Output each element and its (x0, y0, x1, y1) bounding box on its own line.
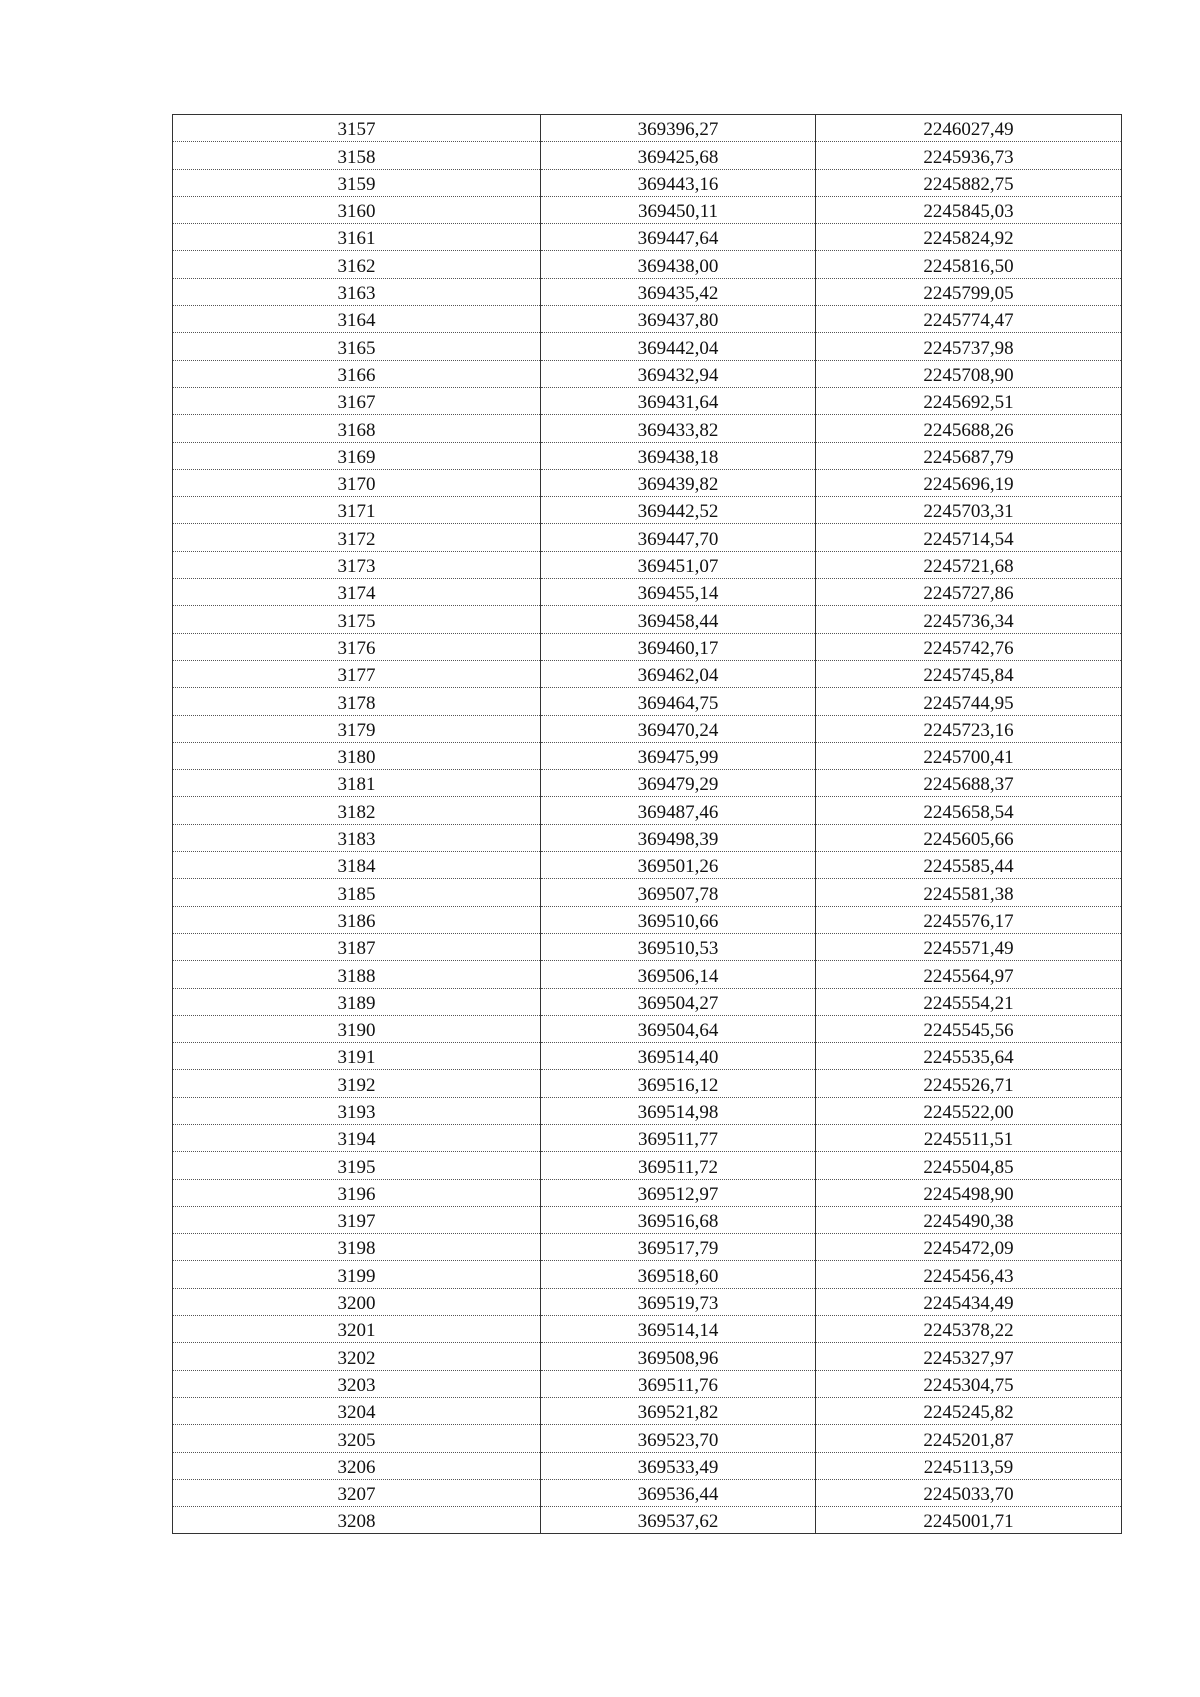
y-coordinate-cell: 2245703,31 (816, 497, 1122, 524)
y-coordinate-cell: 2245304,75 (816, 1370, 1122, 1397)
x-coordinate-cell: 369450,11 (541, 196, 816, 223)
x-coordinate-cell: 369487,46 (541, 797, 816, 824)
y-coordinate-cell: 2245554,21 (816, 988, 1122, 1015)
table-row (173, 1452, 1122, 1479)
y-coordinate-cell: 2245816,50 (816, 251, 1122, 278)
x-coordinate-cell: 369507,78 (541, 879, 816, 906)
y-coordinate-cell: 2245113,59 (816, 1452, 1122, 1479)
table-row (173, 1288, 1122, 1315)
point-number-cell: 3202 (173, 1343, 541, 1370)
point-number-cell: 3185 (173, 879, 541, 906)
point-number-cell: 3170 (173, 469, 541, 496)
y-coordinate-cell: 2245434,49 (816, 1288, 1122, 1315)
x-coordinate-cell: 369511,76 (541, 1370, 816, 1397)
x-coordinate-cell: 369443,16 (541, 169, 816, 196)
y-coordinate-cell: 2245498,90 (816, 1179, 1122, 1206)
point-number-cell: 3192 (173, 1070, 541, 1097)
point-number-cell: 3204 (173, 1397, 541, 1424)
x-coordinate-cell: 369514,14 (541, 1316, 816, 1343)
point-number-cell: 3165 (173, 333, 541, 360)
y-coordinate-cell: 2245714,54 (816, 524, 1122, 551)
table-row (173, 1370, 1122, 1397)
point-number-cell: 3157 (173, 115, 541, 142)
x-coordinate-cell: 369458,44 (541, 606, 816, 633)
point-number-cell: 3161 (173, 224, 541, 251)
x-coordinate-cell: 369511,72 (541, 1152, 816, 1179)
point-number-cell: 3195 (173, 1152, 541, 1179)
table-row (173, 497, 1122, 524)
table-row (173, 906, 1122, 933)
point-number-cell: 3182 (173, 797, 541, 824)
y-coordinate-cell: 2245744,95 (816, 688, 1122, 715)
x-coordinate-cell: 369518,60 (541, 1261, 816, 1288)
point-number-cell: 3175 (173, 606, 541, 633)
y-coordinate-cell: 2245511,51 (816, 1124, 1122, 1151)
y-coordinate-cell: 2245605,66 (816, 824, 1122, 851)
table-row (173, 442, 1122, 469)
y-coordinate-cell: 2245688,37 (816, 770, 1122, 797)
x-coordinate-cell: 369498,39 (541, 824, 816, 851)
table-row (173, 1124, 1122, 1151)
y-coordinate-cell: 2245688,26 (816, 415, 1122, 442)
table-row (173, 306, 1122, 333)
table-row (173, 688, 1122, 715)
point-number-cell: 3196 (173, 1179, 541, 1206)
table-row (173, 1425, 1122, 1452)
table-row (173, 524, 1122, 551)
x-coordinate-cell: 369537,62 (541, 1507, 816, 1534)
table-row (173, 1234, 1122, 1261)
point-number-cell: 3181 (173, 770, 541, 797)
point-number-cell: 3191 (173, 1043, 541, 1070)
x-coordinate-cell: 369517,79 (541, 1234, 816, 1261)
point-number-cell: 3189 (173, 988, 541, 1015)
y-coordinate-cell: 2245585,44 (816, 852, 1122, 879)
y-coordinate-cell: 2245700,41 (816, 742, 1122, 769)
y-coordinate-cell: 2245545,56 (816, 1015, 1122, 1042)
point-number-cell: 3178 (173, 688, 541, 715)
point-number-cell: 3186 (173, 906, 541, 933)
x-coordinate-cell: 369438,18 (541, 442, 816, 469)
point-number-cell: 3160 (173, 196, 541, 223)
point-number-cell: 3174 (173, 579, 541, 606)
y-coordinate-cell: 2245736,34 (816, 606, 1122, 633)
y-coordinate-cell: 2245692,51 (816, 387, 1122, 414)
point-number-cell: 3163 (173, 278, 541, 305)
point-number-cell: 3168 (173, 415, 541, 442)
point-number-cell: 3183 (173, 824, 541, 851)
table-row (173, 1015, 1122, 1042)
x-coordinate-cell: 369506,14 (541, 961, 816, 988)
y-coordinate-cell: 2245845,03 (816, 196, 1122, 223)
point-number-cell: 3158 (173, 142, 541, 169)
coordinates-table (172, 114, 1122, 1534)
x-coordinate-cell: 369425,68 (541, 142, 816, 169)
x-coordinate-cell: 369508,96 (541, 1343, 816, 1370)
coordinates-table-body (173, 115, 1122, 1534)
point-number-cell: 3188 (173, 961, 541, 988)
table-row (173, 1261, 1122, 1288)
y-coordinate-cell: 2245824,92 (816, 224, 1122, 251)
table-row (173, 579, 1122, 606)
y-coordinate-cell: 2245882,75 (816, 169, 1122, 196)
y-coordinate-cell: 2245658,54 (816, 797, 1122, 824)
table-row (173, 1206, 1122, 1233)
x-coordinate-cell: 369451,07 (541, 551, 816, 578)
point-number-cell: 3193 (173, 1097, 541, 1124)
table-row (173, 852, 1122, 879)
point-number-cell: 3200 (173, 1288, 541, 1315)
point-number-cell: 3177 (173, 660, 541, 687)
x-coordinate-cell: 369442,52 (541, 497, 816, 524)
x-coordinate-cell: 369510,66 (541, 906, 816, 933)
table-row (173, 988, 1122, 1015)
table-row (173, 715, 1122, 742)
table-row (173, 1507, 1122, 1534)
x-coordinate-cell: 369433,82 (541, 415, 816, 442)
point-number-cell: 3206 (173, 1452, 541, 1479)
table-row (173, 633, 1122, 660)
x-coordinate-cell: 369439,82 (541, 469, 816, 496)
y-coordinate-cell: 2245936,73 (816, 142, 1122, 169)
table-row (173, 797, 1122, 824)
point-number-cell: 3169 (173, 442, 541, 469)
point-number-cell: 3208 (173, 1507, 541, 1534)
point-number-cell: 3201 (173, 1316, 541, 1343)
y-coordinate-cell: 2245472,09 (816, 1234, 1122, 1261)
table-row (173, 1316, 1122, 1343)
point-number-cell: 3199 (173, 1261, 541, 1288)
point-number-cell: 3179 (173, 715, 541, 742)
x-coordinate-cell: 369511,77 (541, 1124, 816, 1151)
y-coordinate-cell: 2245774,47 (816, 306, 1122, 333)
x-coordinate-cell: 369514,98 (541, 1097, 816, 1124)
x-coordinate-cell: 369512,97 (541, 1179, 816, 1206)
point-number-cell: 3159 (173, 169, 541, 196)
table-row (173, 360, 1122, 387)
table-row (173, 606, 1122, 633)
y-coordinate-cell: 2245490,38 (816, 1206, 1122, 1233)
y-coordinate-cell: 2245581,38 (816, 879, 1122, 906)
table-row (173, 469, 1122, 496)
x-coordinate-cell: 369516,12 (541, 1070, 816, 1097)
y-coordinate-cell: 2245535,64 (816, 1043, 1122, 1070)
y-coordinate-cell: 2245727,86 (816, 579, 1122, 606)
y-coordinate-cell: 2245799,05 (816, 278, 1122, 305)
point-number-cell: 3205 (173, 1425, 541, 1452)
x-coordinate-cell: 369437,80 (541, 306, 816, 333)
y-coordinate-cell: 2246027,49 (816, 115, 1122, 142)
table-row (173, 1479, 1122, 1506)
y-coordinate-cell: 2245576,17 (816, 906, 1122, 933)
y-coordinate-cell: 2245571,49 (816, 933, 1122, 960)
table-row (173, 879, 1122, 906)
x-coordinate-cell: 369470,24 (541, 715, 816, 742)
point-number-cell: 3207 (173, 1479, 541, 1506)
table-row (173, 933, 1122, 960)
table-row (173, 224, 1122, 251)
y-coordinate-cell: 2245708,90 (816, 360, 1122, 387)
table-row (173, 1043, 1122, 1070)
y-coordinate-cell: 2245687,79 (816, 442, 1122, 469)
y-coordinate-cell: 2245456,43 (816, 1261, 1122, 1288)
x-coordinate-cell: 369504,27 (541, 988, 816, 1015)
table-row (173, 415, 1122, 442)
y-coordinate-cell: 2245723,16 (816, 715, 1122, 742)
table-row (173, 142, 1122, 169)
x-coordinate-cell: 369536,44 (541, 1479, 816, 1506)
table-row (173, 169, 1122, 196)
point-number-cell: 3187 (173, 933, 541, 960)
x-coordinate-cell: 369514,40 (541, 1043, 816, 1070)
x-coordinate-cell: 369510,53 (541, 933, 816, 960)
y-coordinate-cell: 2245696,19 (816, 469, 1122, 496)
x-coordinate-cell: 369516,68 (541, 1206, 816, 1233)
point-number-cell: 3167 (173, 387, 541, 414)
x-coordinate-cell: 369479,29 (541, 770, 816, 797)
x-coordinate-cell: 369442,04 (541, 333, 816, 360)
point-number-cell: 3162 (173, 251, 541, 278)
y-coordinate-cell: 2245526,71 (816, 1070, 1122, 1097)
point-number-cell: 3166 (173, 360, 541, 387)
point-number-cell: 3197 (173, 1206, 541, 1233)
point-number-cell: 3180 (173, 742, 541, 769)
x-coordinate-cell: 369475,99 (541, 742, 816, 769)
x-coordinate-cell: 369464,75 (541, 688, 816, 715)
x-coordinate-cell: 369447,64 (541, 224, 816, 251)
y-coordinate-cell: 2245378,22 (816, 1316, 1122, 1343)
table-row (173, 824, 1122, 851)
y-coordinate-cell: 2245327,97 (816, 1343, 1122, 1370)
table-row (173, 961, 1122, 988)
x-coordinate-cell: 369519,73 (541, 1288, 816, 1315)
y-coordinate-cell: 2245737,98 (816, 333, 1122, 360)
y-coordinate-cell: 2245745,84 (816, 660, 1122, 687)
point-number-cell: 3198 (173, 1234, 541, 1261)
table-row (173, 333, 1122, 360)
y-coordinate-cell: 2245245,82 (816, 1397, 1122, 1424)
x-coordinate-cell: 369431,64 (541, 387, 816, 414)
table-row (173, 770, 1122, 797)
x-coordinate-cell: 369435,42 (541, 278, 816, 305)
y-coordinate-cell: 2245504,85 (816, 1152, 1122, 1179)
x-coordinate-cell: 369504,64 (541, 1015, 816, 1042)
table-row (173, 660, 1122, 687)
y-coordinate-cell: 2245033,70 (816, 1479, 1122, 1506)
table-row (173, 387, 1122, 414)
x-coordinate-cell: 369432,94 (541, 360, 816, 387)
x-coordinate-cell: 369523,70 (541, 1425, 816, 1452)
table-row (173, 742, 1122, 769)
x-coordinate-cell: 369462,04 (541, 660, 816, 687)
x-coordinate-cell: 369438,00 (541, 251, 816, 278)
y-coordinate-cell: 2245742,76 (816, 633, 1122, 660)
x-coordinate-cell: 369455,14 (541, 579, 816, 606)
table-row (173, 1397, 1122, 1424)
table-row (173, 278, 1122, 305)
table-row (173, 1343, 1122, 1370)
x-coordinate-cell: 369501,26 (541, 852, 816, 879)
y-coordinate-cell: 2245564,97 (816, 961, 1122, 988)
x-coordinate-cell: 369396,27 (541, 115, 816, 142)
table-row (173, 1179, 1122, 1206)
table-row (173, 115, 1122, 142)
point-number-cell: 3164 (173, 306, 541, 333)
table-row (173, 1097, 1122, 1124)
x-coordinate-cell: 369447,70 (541, 524, 816, 551)
table-row (173, 1070, 1122, 1097)
table-row (173, 251, 1122, 278)
table-row (173, 196, 1122, 223)
point-number-cell: 3173 (173, 551, 541, 578)
y-coordinate-cell: 2245721,68 (816, 551, 1122, 578)
point-number-cell: 3176 (173, 633, 541, 660)
point-number-cell: 3172 (173, 524, 541, 551)
y-coordinate-cell: 2245201,87 (816, 1425, 1122, 1452)
y-coordinate-cell: 2245001,71 (816, 1507, 1122, 1534)
table-row (173, 1152, 1122, 1179)
x-coordinate-cell: 369460,17 (541, 633, 816, 660)
point-number-cell: 3194 (173, 1124, 541, 1151)
x-coordinate-cell: 369521,82 (541, 1397, 816, 1424)
point-number-cell: 3184 (173, 852, 541, 879)
table-row (173, 551, 1122, 578)
y-coordinate-cell: 2245522,00 (816, 1097, 1122, 1124)
point-number-cell: 3171 (173, 497, 541, 524)
point-number-cell: 3190 (173, 1015, 541, 1042)
point-number-cell: 3203 (173, 1370, 541, 1397)
x-coordinate-cell: 369533,49 (541, 1452, 816, 1479)
